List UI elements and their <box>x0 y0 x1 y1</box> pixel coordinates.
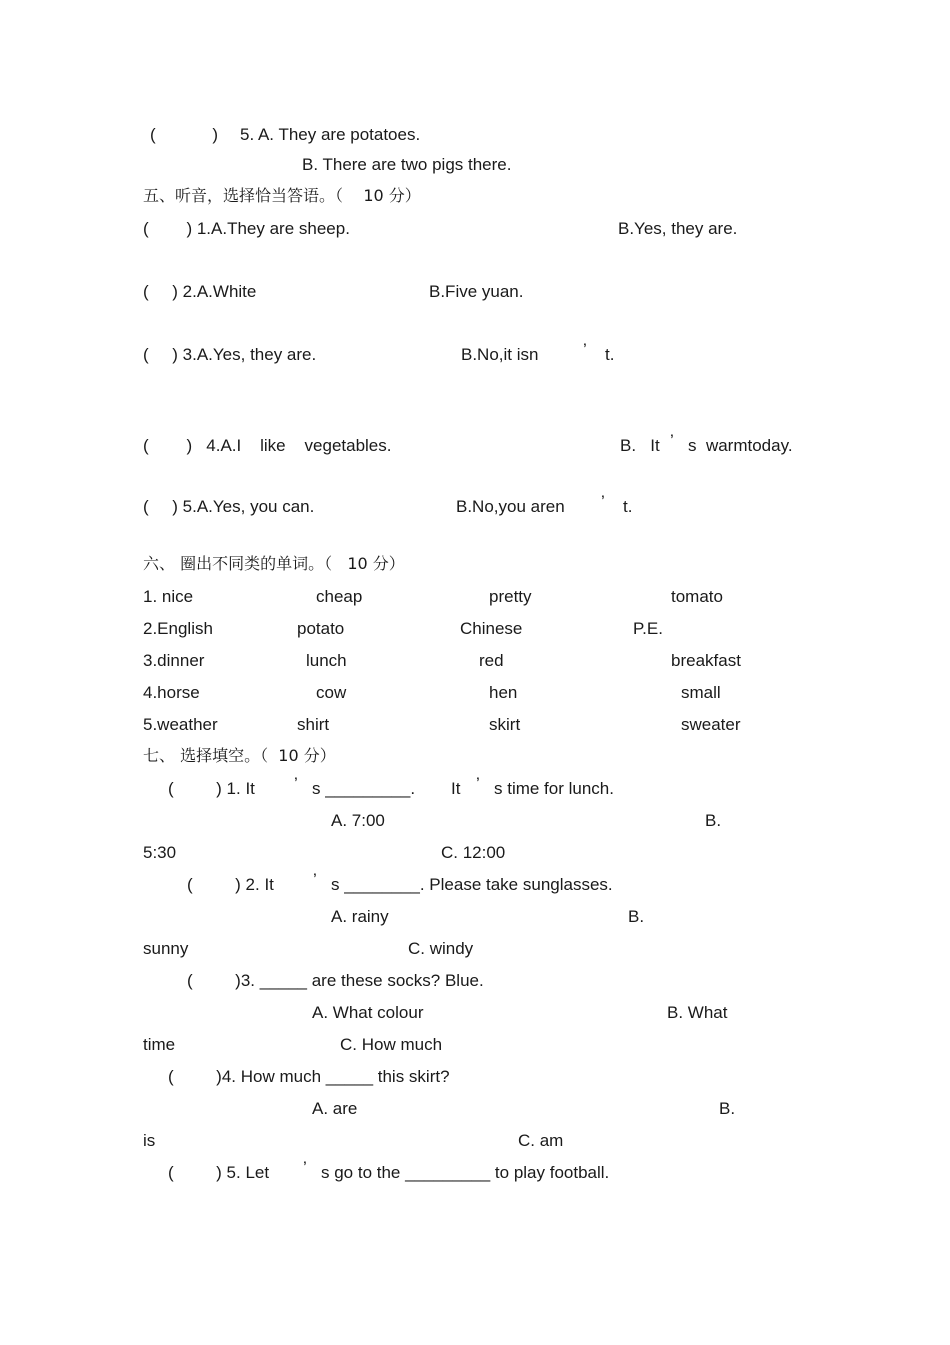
s7-q5-stem: ( ) 5. Let <box>168 1163 270 1182</box>
s6-word: pretty <box>489 587 532 606</box>
s5-q3-option-b: B.No,it isn <box>461 345 539 364</box>
s5-q3-option-b-end: t. <box>605 345 615 364</box>
s7-q2-stem-end: s ________. Please take sunglasses. <box>331 875 613 894</box>
s6-word: sweater <box>681 715 741 734</box>
s6-word: 3.dinner <box>143 651 205 670</box>
s6-word: 4.horse <box>143 683 200 702</box>
s7-q3-option-b: B. What <box>667 1003 728 1022</box>
s6-word: Chinese <box>460 619 523 638</box>
s7-q3-option-a: A. What colour <box>312 1003 424 1022</box>
s7-q3-stem: ( )3. _____ are these socks? Blue. <box>187 971 484 990</box>
s7-q1-option-a: A. 7:00 <box>331 811 385 830</box>
s5-q5-option-b-end: t. <box>623 497 633 516</box>
s6-word: shirt <box>297 715 330 734</box>
s7-q5-stem-end: s go to the _________ to play football. <box>321 1163 610 1182</box>
s6-word: cheap <box>316 587 363 606</box>
s5-q1-option-a: ( ) 1.A.They are sheep. <box>143 219 350 238</box>
s7-q3-option-b-value: time <box>143 1035 176 1054</box>
section5-heading: 五、听音，选择恰当答语。（ 10 分） <box>143 186 421 205</box>
s5-q3-apostrophe: ’ <box>583 340 587 359</box>
section6-heading: 六、 圈出不同类的单词。（ 10 分） <box>143 554 405 573</box>
s7-q2-option-a: A. rainy <box>331 907 389 926</box>
s5-q5-option-a: ( ) 5.A.Yes, you can. <box>143 497 315 516</box>
s6-word: tomato <box>671 587 723 606</box>
section7-heading: 七、 选择填空。（ 10 分） <box>143 746 336 765</box>
s7-q1-stem: ( ) 1. It <box>168 779 255 798</box>
s7-q2-apostrophe: ’ <box>313 870 317 889</box>
s5-q5-apostrophe: ’ <box>601 492 605 511</box>
s7-q1-it: It <box>451 779 461 798</box>
s6-word: red <box>479 651 504 670</box>
s6-word: small <box>681 683 721 702</box>
s4-q5-paren: ( ) <box>150 125 218 144</box>
s6-word: cow <box>316 683 347 702</box>
s7-q5-apostrophe: ’ <box>303 1158 307 1177</box>
s5-q2-option-a: ( ) 2.A.White <box>143 282 257 301</box>
s5-q4-option-b: B. It <box>620 436 660 455</box>
s7-q4-option-b-value: is <box>143 1131 156 1150</box>
s7-q4-option-a: A. are <box>312 1099 358 1118</box>
s7-q1-stem-mid: s _________. <box>312 779 416 798</box>
s5-q5-option-b: B.No,you aren <box>456 497 565 516</box>
s6-word: 5.weather <box>143 715 218 734</box>
s4-q5-option-a: 5. A. They are potatoes. <box>240 125 421 144</box>
s7-q1-option-b: B. <box>705 811 722 830</box>
s7-q2-option-b-value: sunny <box>143 939 189 958</box>
s5-q2-option-b: B.Five yuan. <box>429 282 524 301</box>
s7-q2-option-b: B. <box>628 907 645 926</box>
s6-word: 1. nice <box>143 587 194 606</box>
s7-q1-option-c: C. 12:00 <box>441 843 506 862</box>
s7-q4-option-b: B. <box>719 1099 736 1118</box>
s6-word: 2.English <box>143 619 213 638</box>
s6-word: potato <box>297 619 345 638</box>
s6-word: P.E. <box>633 619 663 638</box>
s6-word: lunch <box>306 651 347 670</box>
s4-q5-option-b: B. There are two pigs there. <box>302 155 512 174</box>
s7-q1-apostrophe-2: ’ <box>476 774 480 793</box>
s7-q2-option-c: C. windy <box>408 939 474 958</box>
s5-q1-option-b: B.Yes, they are. <box>618 219 738 238</box>
s7-q4-stem: ( )4. How much _____ this skirt? <box>168 1067 450 1086</box>
s7-q1-option-b-value: 5:30 <box>143 843 177 862</box>
s7-q3-option-c: C. How much <box>340 1035 443 1054</box>
s5-q3-option-a: ( ) 3.A.Yes, they are. <box>143 345 317 364</box>
s7-q2-stem: ( ) 2. It <box>187 875 274 894</box>
s5-q4-apostrophe: ’ <box>670 431 674 450</box>
s6-word: skirt <box>489 715 521 734</box>
s6-word: hen <box>489 683 518 702</box>
s6-word: breakfast <box>671 651 741 670</box>
s7-q4-option-c: C. am <box>518 1131 564 1150</box>
s5-q4-option-b-end: s warmtoday. <box>688 436 793 455</box>
s7-q1-apostrophe: ’ <box>294 774 298 793</box>
s7-q1-stem-end: s time for lunch. <box>494 779 614 798</box>
s5-q4-option-a: ( ) 4.A.I like vegetables. <box>143 436 392 455</box>
